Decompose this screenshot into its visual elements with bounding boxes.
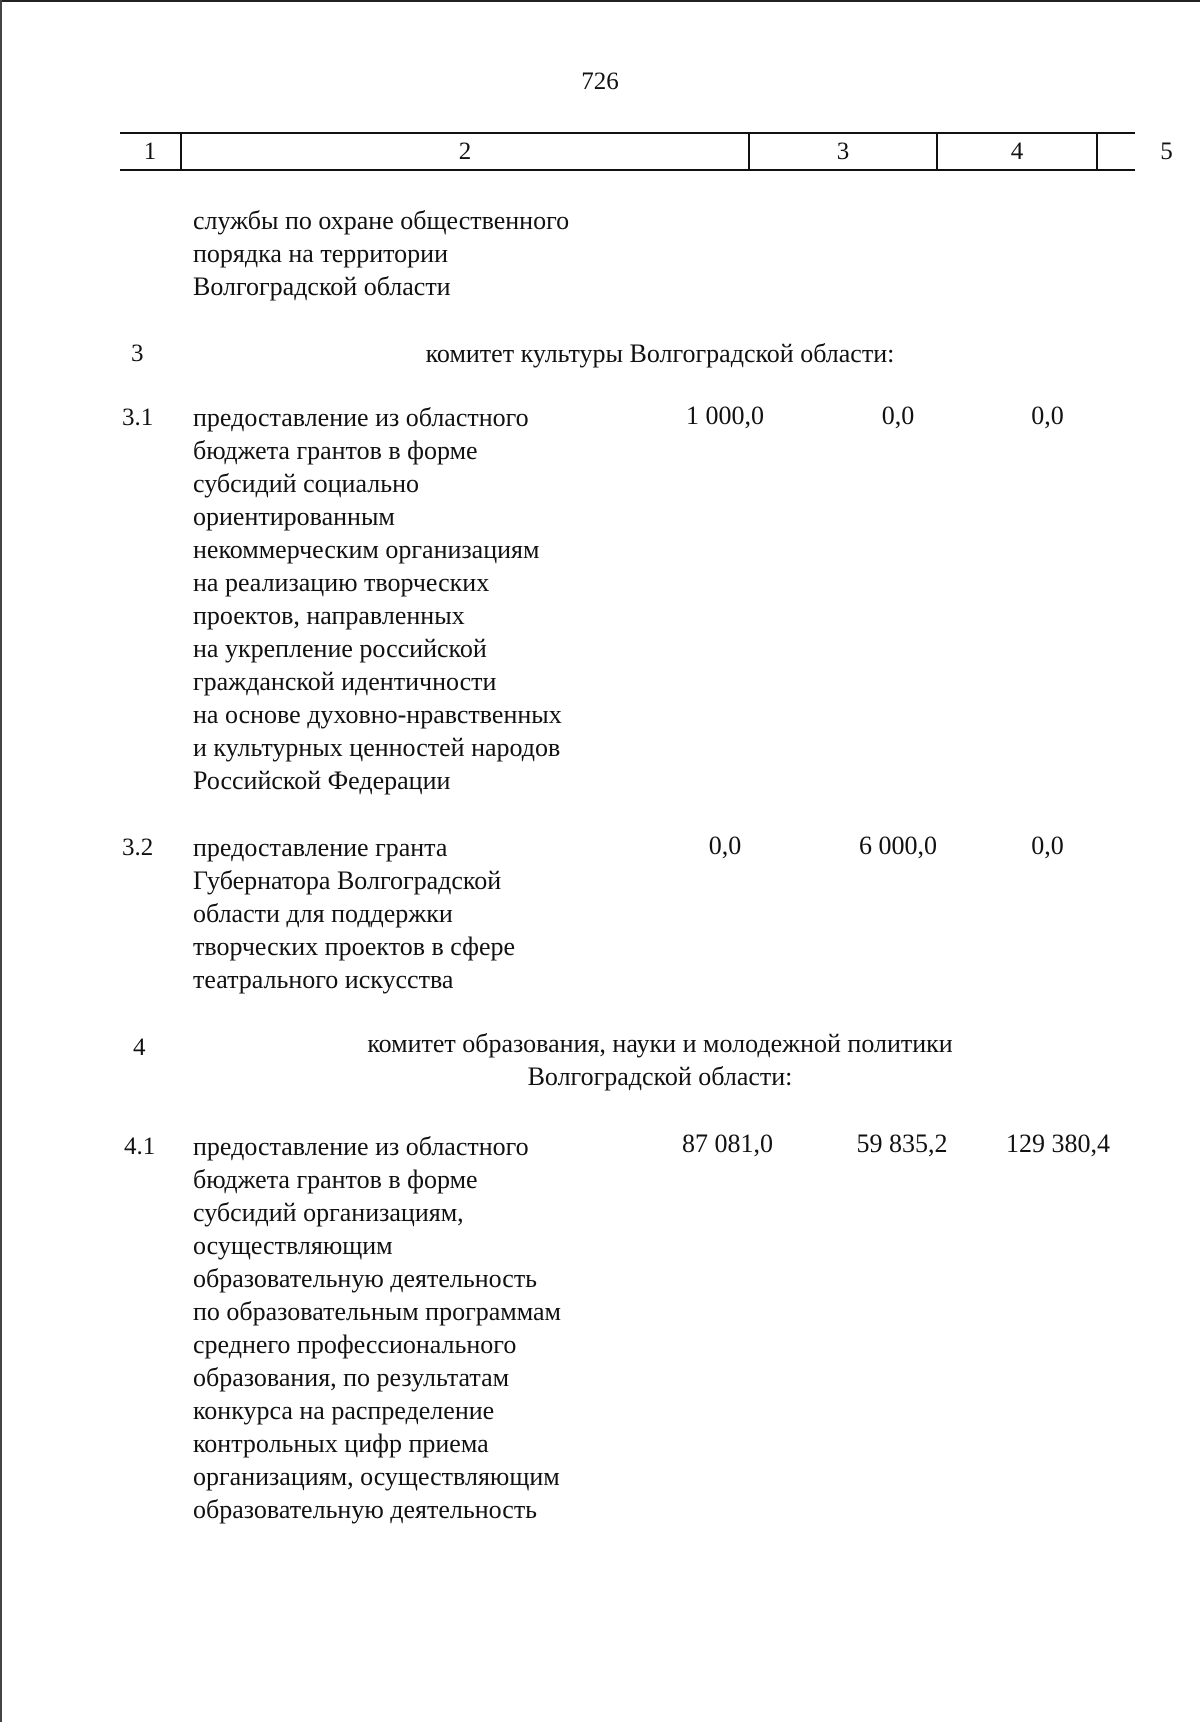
header-col-3: 3: [836, 138, 850, 165]
item-value-col5: 129 380,4: [1006, 1129, 1110, 1158]
section-number: 3: [131, 340, 144, 367]
item-description: предоставление из областного бюджета грантов в форме субсидий социально ориентированным некоммерческим организациям на реализацию творческих проектов, направленных на укрепление российской гражданской идентичности на основе духовно-нравственных и культурных ценностей народов Российской Федерации: [193, 403, 562, 795]
scan-edge-top: [0, 0, 1200, 2]
page-number: 726: [581, 68, 619, 95]
item-value-col5: 0,0: [1031, 401, 1064, 430]
item-number: 3.1: [122, 404, 154, 431]
item-value-col3: 1 000,0: [686, 401, 764, 430]
item-description: предоставление из областного бюджета грантов в форме субсидий организациям, осуществляющим образовательную деятельность по образовательным программам среднего профессионального образования, по результатам конкурса на распределение контрольных цифр приема организациям, осуществляющим образовательную деятельность: [193, 1132, 562, 1524]
item-value-col5: 0,0: [1031, 831, 1064, 860]
section-title: комитет культуры Волгоградской области:: [425, 339, 895, 368]
header-col-1: 1: [143, 138, 157, 165]
header-col-4: 4: [1010, 138, 1024, 165]
item-number: 4.1: [124, 1133, 156, 1160]
scan-edge-left: [0, 0, 2, 1722]
continuation-text: службы по охране общественного порядка на территории Волгоградской области: [193, 206, 570, 301]
item-number: 3.2: [122, 834, 154, 861]
section-number: 4: [133, 1034, 146, 1061]
item-value-col3: 87 081,0: [682, 1129, 773, 1158]
section-title: комитет образования, науки и молодежной политики Волгоградской области:: [367, 1029, 953, 1091]
header-col-2: 2: [458, 138, 472, 165]
item-value-col4: 6 000,0: [859, 831, 937, 860]
item-value-col4: 0,0: [881, 401, 915, 430]
header-col-5: 5: [1160, 138, 1173, 165]
item-value-col3: 0,0: [708, 831, 742, 860]
table-header-row: [120, 132, 1173, 171]
item-description: предоставление гранта Губернатора Волгоградской области для поддержки творческих проектов в сфере театрального искусства: [193, 833, 516, 994]
item-value-col4: 59 835,2: [856, 1129, 948, 1158]
